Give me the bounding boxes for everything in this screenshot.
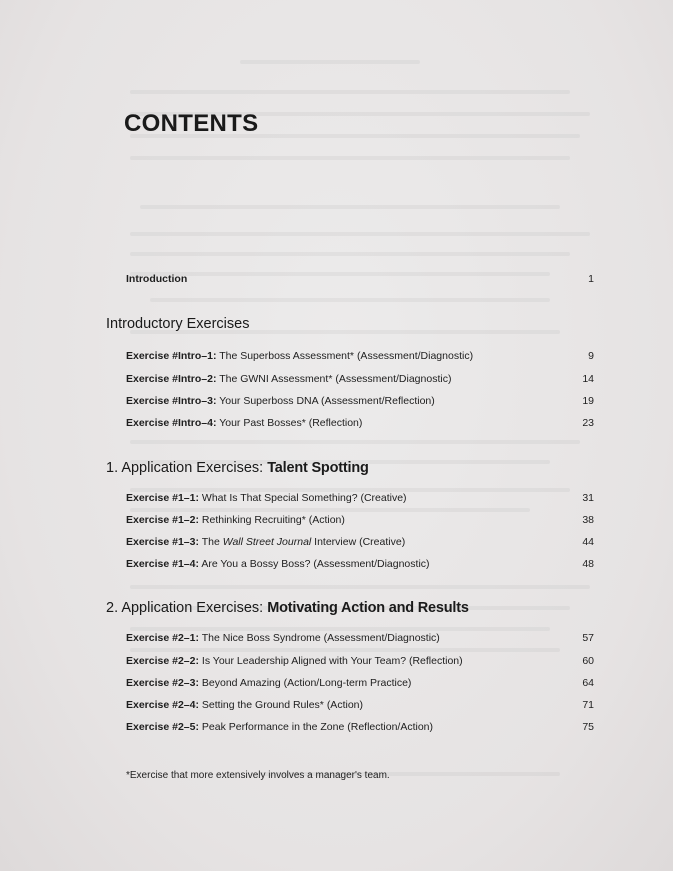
toc-entry-text-italic: Wall Street Journal — [222, 536, 312, 548]
footnote: *Exercise that more extensively involves a manager's team. — [126, 770, 390, 781]
toc-entry-text: The GWNI Assessment* (Assessment/Diagnostic) — [219, 373, 452, 385]
toc-entry-text: Peak Performance in the Zone (Reflection/Action) — [201, 721, 434, 733]
toc-page-number: 57 — [582, 632, 594, 644]
toc-page-number: 60 — [582, 655, 594, 667]
toc-entry-label: Exercise #1–3: — [126, 536, 199, 548]
page-title: CONTENTS — [124, 110, 259, 137]
toc-entry-text: Rethinking Recruiting* (Action) — [201, 514, 345, 526]
toc-entry-text: Beyond Amazing (Action/Long-term Practice) — [201, 677, 412, 689]
toc-page-number: 38 — [582, 514, 594, 526]
toc-page-number: 1 — [588, 273, 594, 285]
section-heading-emphasis: Talent Spotting — [267, 460, 369, 476]
toc-entry-label: Exercise #2–2: — [126, 655, 199, 667]
toc-page-number: 48 — [582, 558, 594, 570]
toc-entry-label: Exercise #Intro–4: — [126, 417, 217, 429]
section-heading-text: Introductory Exercises — [106, 316, 250, 332]
section-heading-talent-spotting — [106, 460, 369, 476]
toc-entry-text: The Superboss Assessment* (Assessment/Diagnostic) — [219, 350, 474, 362]
toc-entry-label: Introduction — [126, 273, 188, 285]
toc-page-number: 31 — [582, 492, 594, 504]
toc-entry-label: Exercise #1–1: — [126, 492, 199, 504]
toc-entry-text: Your Past Bosses* (Reflection) — [219, 417, 363, 429]
toc-entry-text-pre: The — [201, 536, 223, 548]
toc-entry-text: Is Your Leadership Aligned with Your Team? (Reflection) — [201, 655, 463, 667]
toc-entry-label: Exercise #2–5: — [126, 721, 199, 733]
toc-page-number: 14 — [582, 373, 594, 385]
toc-entry-label: Exercise #Intro–2: — [126, 373, 217, 385]
section-heading-introductory — [106, 316, 249, 332]
toc-entry-label: Exercise #1–2: — [126, 514, 199, 526]
toc-page-number: 19 — [582, 395, 594, 407]
toc-entry-label: Exercise #Intro–1: — [126, 350, 217, 362]
toc-entry-label: Exercise #2–1: — [126, 632, 199, 644]
toc-page-number: 23 — [582, 417, 594, 429]
toc-page-number: 44 — [582, 536, 594, 548]
toc-entry-text: The Nice Boss Syndrome (Assessment/Diagnostic) — [201, 632, 440, 644]
toc-entry-text: Setting the Ground Rules* (Action) — [201, 699, 363, 711]
toc-entry-text: What Is That Special Something? (Creative) — [201, 492, 407, 504]
toc-entry-label: Exercise #2–3: — [126, 677, 199, 689]
section-heading-text: 2. Application Exercises: — [106, 600, 268, 616]
toc-entry-text: Are You a Bossy Boss? (Assessment/Diagnostic) — [201, 558, 430, 570]
toc-entry-label: Exercise #1–4: — [126, 558, 199, 570]
toc-page-number: 9 — [588, 350, 594, 362]
toc-entry-label: Exercise #Intro–3: — [126, 395, 217, 407]
section-heading-emphasis: Motivating Action and Results — [267, 600, 469, 616]
toc-entry-text: Your Superboss DNA (Assessment/Reflection) — [219, 395, 435, 407]
toc-page-number: 75 — [582, 721, 594, 733]
toc-entry-label: Exercise #2–4: — [126, 699, 199, 711]
section-heading-text: 1. Application Exercises: — [106, 460, 268, 476]
toc-page-number: 64 — [582, 677, 594, 689]
toc-page-number: 71 — [582, 699, 594, 711]
section-heading-motivating-action — [106, 600, 469, 616]
toc-entry-text-post: Interview (Creative) — [311, 536, 406, 548]
